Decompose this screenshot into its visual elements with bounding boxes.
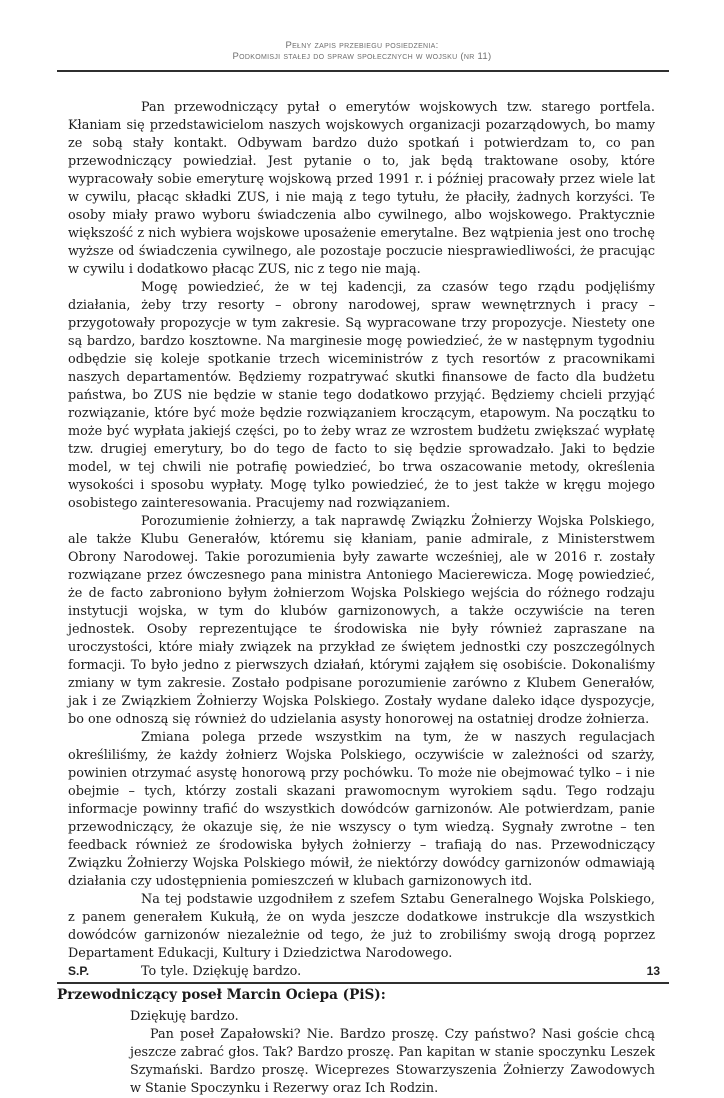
- speech-paragraph: To tyle. Dziękuję bardzo.: [141, 964, 302, 979]
- page-footer: [57, 964, 669, 984]
- speech-paragraph: Pan przewodniczący pytał o emerytów wojskowych tzw. starego portfela. Kłaniam się przedstawicielom naszych wojskowych organizacji pozarządowych, bo mamy ze sobą stały kontakt. Odbywam bardzo dużo spotkań i potwierdzam to, co pan przewodniczący powiedział. Jest pytanie o to, jak będą traktowane osoby, które wypracowały sobie emeryturę wojskową przed 1991 r. i później pracowały przez wiele lat w cywilu, płacąc składki ZUS, i nie mają z tego tytułu, że płaciły, żadnych korzyści. Te osoby miały prawo wyboru świadczenia albo cywilnego, albo wojskowego. Praktycznie większość z nich wybiera wojskowe uposażenie emerytalne. Bez wątpienia jest ono trochę wyższe od świadczenia cywilnego, ale pozostaje poczucie niesprawiedliwości, że pracując w cywilu i dodatkowo płacąc ZUS, nic z tego nie mają.: [68, 100, 655, 277]
- page-number: 13: [646, 964, 660, 978]
- speech-paragraph: Na tej podstawie uzgodniłem z szefem Sztabu Generalnego Wojska Polskiego, z panem generałem Kukułą, że on wyda jeszcze dodatkowe instrukcje dla wszystkich dowódców garnizonów niezależnie od tego, że już to zrobiliśmy swoją drogą poprzez Departament Edukacji, Kultury i Dziedzictwa Narodowego.: [68, 892, 655, 961]
- speech-paragraph: Zmiana polega przede wszystkim na tym, że w naszych regulacjach określiliśmy, że każdy żołnierz Wojska Polskiego, oczywiście w zależności od szarży, powinien otrzymać asystę honorową przy pochówku. To może nie obejmować tylko – i nie obejmie – tych, którzy zostali skazani prawomocnym wyrokiem sądu. Tego rodzaju informacje powinny trafić do wszystkich dowódców garnizonów. Ale potwierdzam, panie przewodniczący, że okazuje się, że nie wszyscy o tym wiedzą. Sygnały zwrotne – ten feedback również ze środowiska byłych żołnierzy – trafiają do nas. Przewodniczący Związku Żołnierzy Wojska Polskiego mówił, że niektórzy dowódcy garnizonów odmawiają działania czy udostępnienia pomieszczeń w klubach garnizonowych itd.: [68, 730, 655, 889]
- closing-speech-block: [57, 1008, 669, 1098]
- footer-initials: S.P.: [68, 964, 90, 978]
- speech-paragraph: Porozumienie żołnierzy, a tak naprawdę Związku Żołnierzy Wojska Polskiego, ale także Klubu Generałów, któremu się kłaniam, panie admirale, z Ministerstwem Obrony Narodowej. Takie porozumienia były zawarte wcześniej, ale w 2016 r. zostały rozwiązane przez ówczesnego pana ministra Antoniego Macierewicza. Mogę powiedzieć, że de facto zabroniono byłym żołnierzom Wojska Polskiego wejścia do różnego rodzaju instytucji wojska, w tym do klubów garnizonowych, a także oczywiście na teren jednostek. Osoby reprezentujące te środowiska nie były również zapraszane na uroczystości, które miały związek na przykład ze świętem jednostki czy poszczególnych formacji. To było jedno z pierwszych działań, którymi zająłem się osobiście. Dokonaliśmy zmiany w tym zakresie. Zostało podpisane porozumienie zarówno z Klubem Generałów, jak i ze Związkiem Żołnierzy Wojska Polskiego. Zostały wydane daleko idące dyspozycje, bo one odnoszą się również do udzielania asysty honorowej na ostatniej drodze żołnierza.: [68, 514, 655, 727]
- header-title-line-1: Pełny zapis przebiegu posiedzenia:: [285, 40, 439, 51]
- header-title-line-2: Podkomisji stałej do spraw społecznych w wojsku (nr 11): [232, 50, 492, 62]
- continued-speech-block: [57, 99, 669, 981]
- header-divider: [57, 70, 669, 72]
- speech-paragraph: Pan poseł Zapałowski? Nie. Bardzo proszę. Czy państwo? Nasi goście chcą jeszcze zabrać głos. Tak? Bardzo proszę. Pan kapitan w stanie spoczynku Leszek Szymański. Bardzo proszę. Wiceprezes Stowarzyszenia Żołnierzy Zawodowych w Stanie Spoczynku i Rezerwy oraz Ich Rodzin.: [130, 1027, 655, 1096]
- speech-paragraph: Mogę powiedzieć, że w tej kadencji, za czasów tego rządu podjęliśmy działania, żeby trzy resorty – obrony narodowej, spraw wewnętrznych i pracy – przygotowały propozycje w tym zakresie. Są wypracowane trzy propozycje. Niestety one są bardzo, bardzo kosztowne. Na marginesie mogę powiedzieć, że w następnym tygodniu odbędzie się koleje spotkanie trzech wiceministrów z tych resortów z pracownikami naszych departamentów. Będziemy rozpatrywać skutki finansowe de facto dla budżetu państwa, bo ZUS nie będzie w stanie tego dodatkowo przyjąć. Będziemy chcieli przyjąć rozwiązanie, które być może będzie rozwiązaniem kroczącym, etapowym. Na początku to może być wypłata jakiejś części, po to żeby wraz ze wzrostem budżetu zwiększać wypłatę tzw. drugiej emerytury, bo do tego de facto to się będzie sprowadzało. Jaki to będzie model, w tej chwili nie potrafię powiedzieć, bo trwa oszacowanie metody, określenia wysokości i sposobu wypłaty. Mogę tylko powiedzieć, że to jest także w kręgu mojego osobistego zainteresowania. Pracujemy nad rozwiązaniem.: [68, 280, 655, 511]
- page-header: [0, 41, 724, 62]
- page-content: [57, 99, 669, 1098]
- speech-paragraph: Dziękuję bardzo.: [130, 1009, 239, 1024]
- speaker-heading: Przewodniczący poseł Marcin Ociepa (PiS):: [57, 987, 386, 1003]
